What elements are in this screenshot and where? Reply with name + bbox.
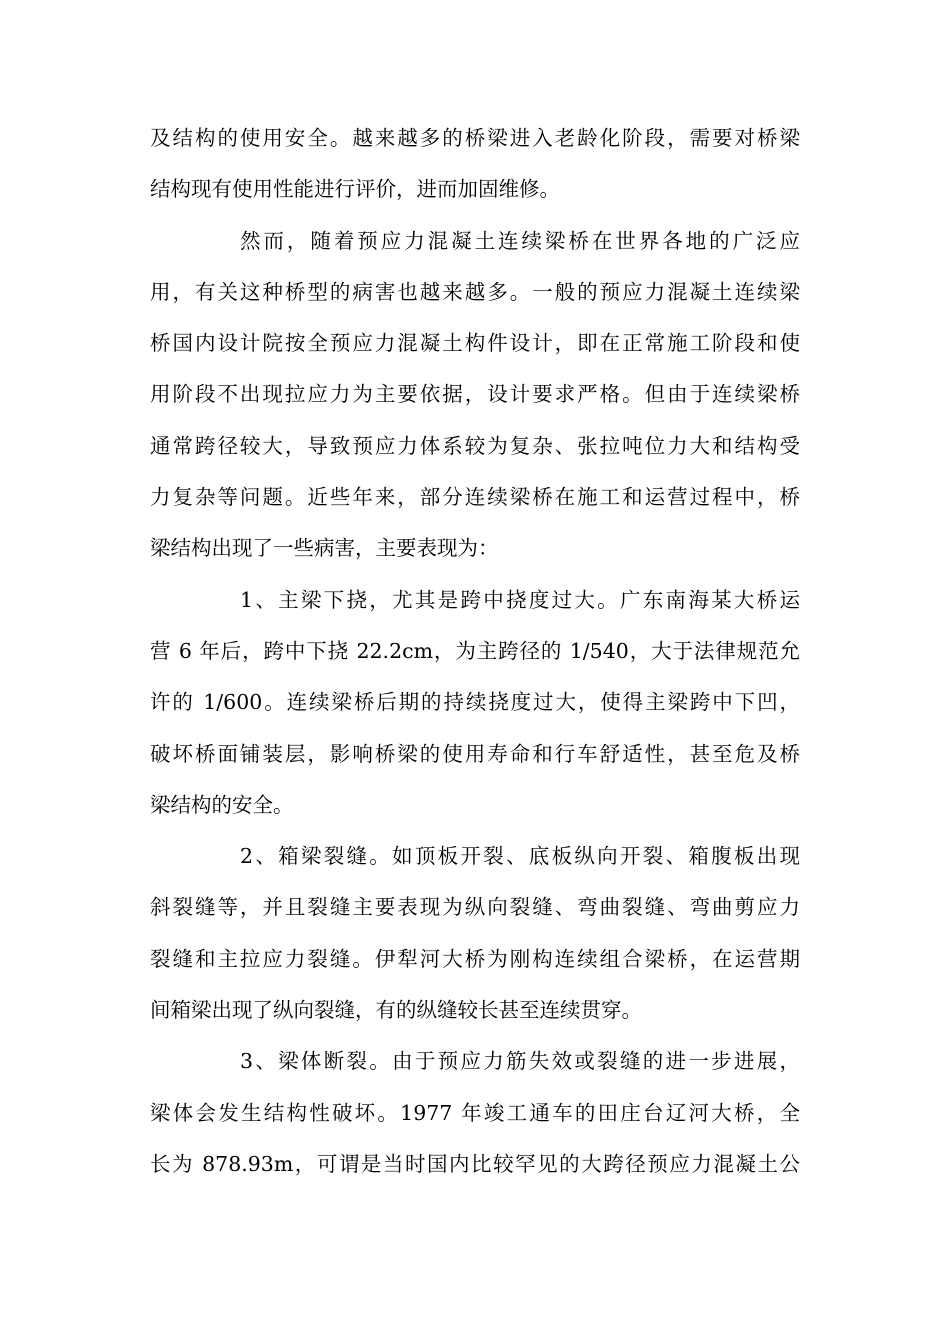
text-line: 用，有关这种桥型的病害也越来越多。一般的预应力混凝土连续梁 bbox=[150, 279, 800, 304]
text-line: 梁体会发生结构性破坏。1977 年竣工通车的田庄台辽河大桥，全 bbox=[150, 1100, 800, 1125]
text-line: 间箱梁出现了纵向裂缝，有的纵缝较长甚至连续贯穿。 bbox=[150, 998, 642, 1023]
text-line: 力复杂等问题。近些年来，部分连续梁桥在施工和运营过程中，桥 bbox=[150, 485, 800, 510]
text-line: 2、箱梁裂缝。如顶板开裂、底板纵向开裂、箱腹板出现 bbox=[240, 844, 800, 869]
text-line: 1、主梁下挠，尤其是跨中挠度过大。广东南海某大桥运 bbox=[240, 587, 800, 612]
text-line: 结构现有使用性能进行评价，进而加固维修。 bbox=[150, 177, 560, 202]
text-line: 破坏桥面铺装层，影响桥梁的使用寿命和行车舒适性，甚至危及桥 bbox=[150, 741, 800, 766]
text-line: 长为 878.93m，可谓是当时国内比较罕见的大跨径预应力混凝土公 bbox=[150, 1151, 800, 1176]
text-line: 许的 1/600。连续梁桥后期的持续挠度过大，使得主梁跨中下凹， bbox=[150, 690, 800, 715]
text-line: 3、梁体断裂。由于预应力筋失效或裂缝的进一步进展， bbox=[240, 1049, 800, 1074]
text-line: 及结构的使用安全。越来越多的桥梁进入老龄化阶段，需要对桥梁 bbox=[150, 126, 800, 150]
text-line: 桥国内设计院按全预应力混凝土构件设计，即在正常施工阶段和使 bbox=[150, 331, 800, 356]
text-line: 营 6 年后，跨中下挠 22.2cm，为主跨径的 1/540，大于法律规范允 bbox=[150, 638, 800, 663]
text-line: 通常跨径较大，导致预应力体系较为复杂、张拉吨位力大和结构受 bbox=[150, 433, 800, 458]
text-line: 斜裂缝等，并且裂缝主要表现为纵向裂缝、弯曲裂缝、弯曲剪应力 bbox=[150, 895, 800, 920]
text-line: 梁结构出现了一些病害，主要表现为： bbox=[150, 536, 499, 561]
text-line: 梁结构的安全。 bbox=[150, 792, 294, 817]
text-line: 裂缝和主拉应力裂缝。伊犁河大桥为刚构连续组合梁桥，在运营期 bbox=[150, 946, 800, 971]
text-line: 然而，随着预应力混凝土连续梁桥在世界各地的广泛应 bbox=[240, 228, 800, 253]
text-line: 用阶段不出现拉应力为主要依据，设计要求严格。但由于连续梁桥 bbox=[150, 382, 800, 407]
body-text bbox=[150, 113, 800, 1190]
